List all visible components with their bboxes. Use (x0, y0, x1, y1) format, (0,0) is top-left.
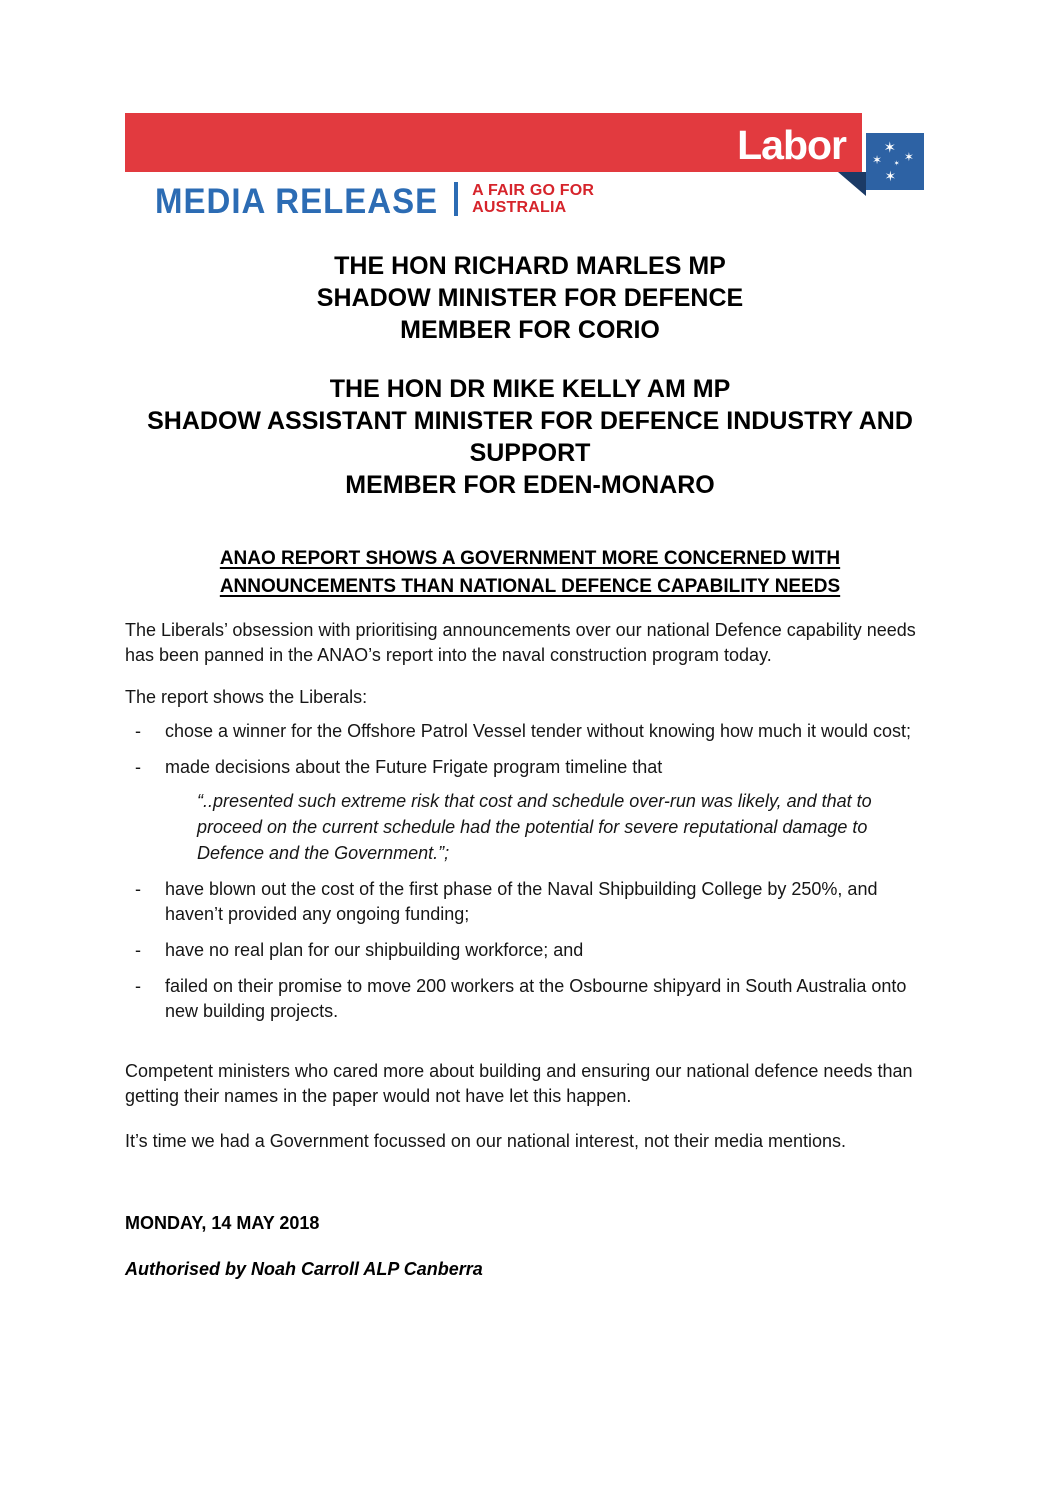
headline-line2: ANNOUNCEMENTS THAN NATIONAL DEFENCE CAPABILITY NEEDS (219, 576, 841, 597)
bullet-text: failed on their promise to move 200 workers at the Osbourne shipyard in South Australia onto new building projects. (165, 976, 907, 1021)
bullet-dash: - (135, 721, 141, 741)
author-block-marles (125, 250, 935, 346)
star-icon: ✶ (871, 153, 883, 168)
star-icon: ✶ (903, 149, 914, 164)
headline-line1: ANAO REPORT SHOWS A GOVERNMENT MORE CONCERNED WITH (219, 548, 841, 569)
bullet-dash: - (135, 940, 141, 960)
author-role: SHADOW ASSISTANT MINISTER FOR DEFENCE INDUSTRY AND SUPPORT (147, 407, 913, 467)
tagline-line1: A FAIR GO FOR (472, 182, 595, 199)
labor-logo-wordmark: Labor (737, 122, 846, 168)
bullet-list-1 (125, 719, 935, 780)
report-quote: “..presented such extreme risk that cost and schedule over-run was likely, and that to proceed on the current schedule had the potential for severe reputational damage to Defence and the Government.”; (197, 791, 872, 863)
author-role: SHADOW MINISTER FOR DEFENCE (316, 284, 744, 312)
bullet-dash: - (135, 976, 141, 996)
headline (125, 545, 935, 601)
release-date: MONDAY, 14 MAY 2018 (125, 1213, 320, 1233)
author-block-kelly (125, 373, 935, 501)
list-item (125, 755, 935, 780)
closing-paragraph-1: Competent ministers who cared more about building and ensuring our national defence needs than getting their names in the paper would not have let this happen. (125, 1061, 913, 1106)
intro-paragraph: The Liberals’ obsession with prioritising announcements over our national Defence capability needs has been panned in the ANAO’s report into the naval construction program today. (125, 620, 916, 665)
media-release-row (155, 180, 595, 221)
media-release-title: MEDIA RELEASE (155, 180, 439, 221)
bullet-text: have no real plan for our shipbuilding workforce; and (165, 940, 584, 960)
media-release-document (125, 250, 935, 1282)
star-icon: ✶ (893, 159, 900, 168)
bullet-dash: - (135, 757, 141, 777)
list-item (125, 974, 935, 1024)
lead-in-paragraph: The report shows the Liberals: (125, 687, 368, 707)
author-name: THE HON DR MIKE KELLY AM MP (329, 375, 731, 403)
bullet-text: chose a winner for the Offshore Patrol Vessel tender without knowing how much it would cost; (165, 721, 912, 741)
labor-banner (125, 113, 862, 172)
bullet-text: made decisions about the Future Frigate program timeline that (165, 757, 663, 777)
bullet-dash: - (135, 879, 141, 899)
bullet-text: have blown out the cost of the first phase of the Naval Shipbuilding College by 250%, and haven’t provided any ongoing funding; (165, 879, 878, 924)
divider-bar (454, 182, 458, 216)
authorisation-line: Authorised by Noah Carroll ALP Canberra (125, 1259, 483, 1279)
tagline (472, 182, 594, 216)
banner-fold-triangle (838, 172, 866, 196)
list-item (125, 877, 935, 927)
author-electorate: MEMBER FOR CORIO (400, 316, 660, 344)
author-titles (125, 250, 935, 501)
southern-cross-square (866, 133, 924, 190)
list-item (125, 938, 935, 963)
star-icon: ✶ (884, 169, 897, 186)
star-icon: ✶ (883, 138, 897, 157)
author-name: THE HON RICHARD MARLES MP (334, 252, 726, 280)
list-item (125, 719, 935, 744)
tagline-line2: AUSTRALIA (472, 199, 567, 216)
closing-paragraph-2: It’s time we had a Government focussed on our national interest, not their media mentions. (125, 1131, 847, 1151)
bullet-list-2 (125, 877, 935, 1024)
author-electorate: MEMBER FOR EDEN-MONARO (345, 471, 715, 499)
